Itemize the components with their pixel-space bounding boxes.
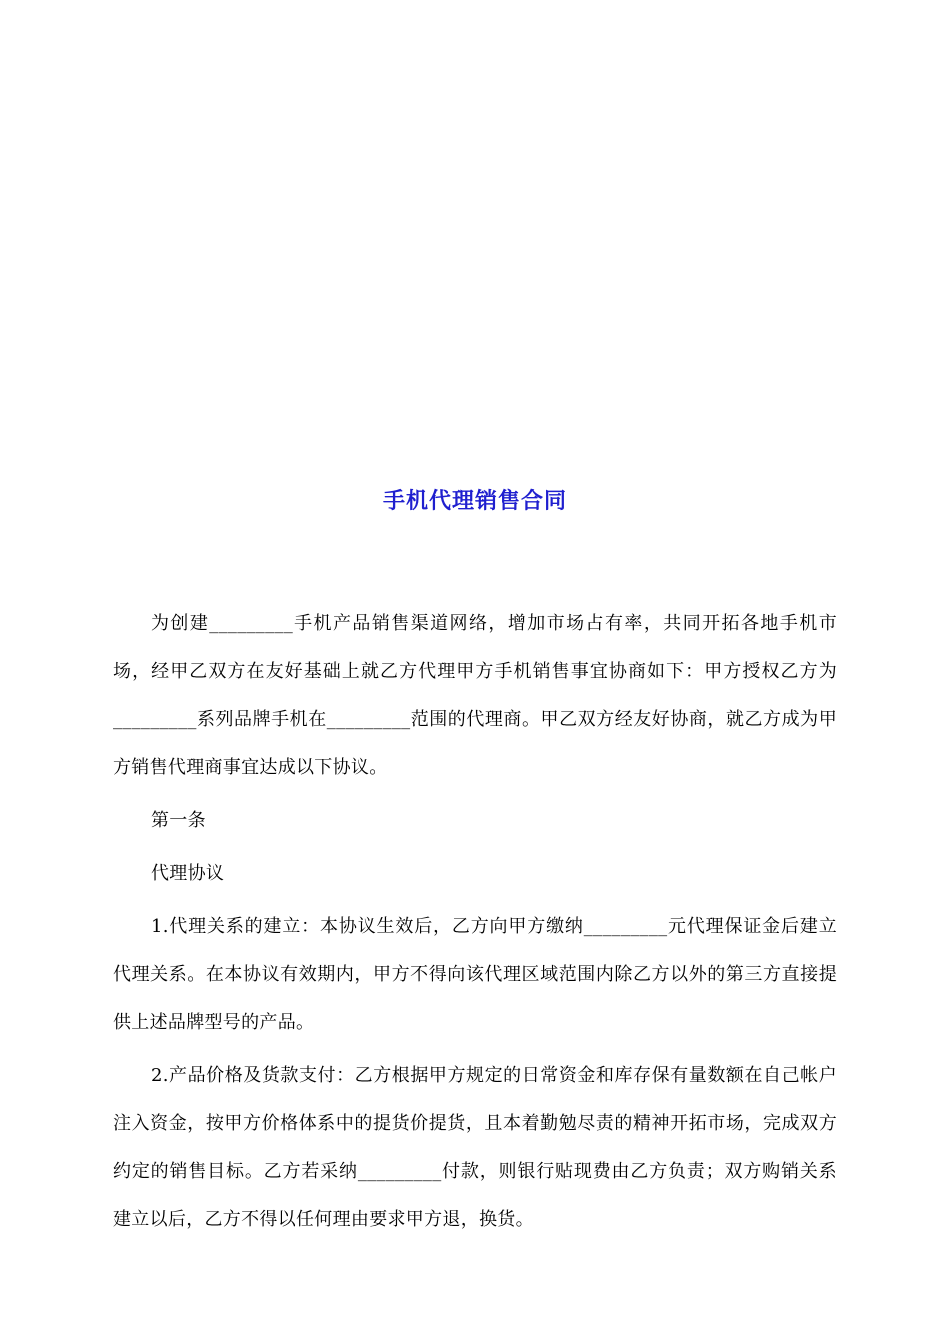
text-segment: 手机产品销售渠道网络，增加市场占有率，共同开拓各地手机市场，经甲乙双方在友好基础上就乙方代理甲方手机销售事宜协商如下：甲方授权乙方为 (113, 613, 837, 682)
text-segment: 范围的代理商。甲乙双方经友好协商，就乙方成为甲方销售代理商事宜达成以下协议。 (113, 709, 837, 778)
text-segment: 元代理保证金后建立代理关系。在本协议有效期内，甲方不得向该代理区域范围内除乙方以外的第三方直接提供上述品牌型号的产品。 (113, 916, 837, 1033)
text-segment: 系列品牌手机在 (196, 709, 327, 730)
text-segment: 为创建 (151, 613, 210, 634)
clause-1 (113, 903, 837, 1047)
blank-field: _________ (113, 709, 197, 730)
text-segment: 2.产品价格及货款支付：乙方根据甲方规定的日常资金和库存保有量数额在自己帐户注入资金，按甲方价格体系中的提货价提货，且本着勤勉尽责的精神开拓市场，完成双方约定的销售目标。乙方若采纳 (113, 1065, 837, 1182)
paragraph-intro (113, 600, 837, 792)
text-segment: 付款，则银行贴现费由乙方负责；双方购销关系建立以后，乙方不得以任何理由要求甲方退，换货。 (113, 1161, 837, 1230)
document-body (113, 600, 837, 1249)
text-segment: 代理协议 (151, 863, 225, 884)
article-heading (113, 797, 837, 845)
blank-field: _________ (326, 709, 411, 730)
text-segment: 1.代理关系的建立：本协议生效后，乙方向甲方缴纳 (151, 916, 584, 937)
section-heading (113, 850, 837, 898)
blank-field: _________ (209, 613, 293, 634)
text-segment: 第一条 (151, 810, 206, 831)
clause-2 (113, 1052, 837, 1244)
blank-field: _________ (583, 916, 668, 937)
blank-field: _________ (357, 1161, 442, 1182)
document-title: 手机代理销售合同 (382, 489, 567, 514)
